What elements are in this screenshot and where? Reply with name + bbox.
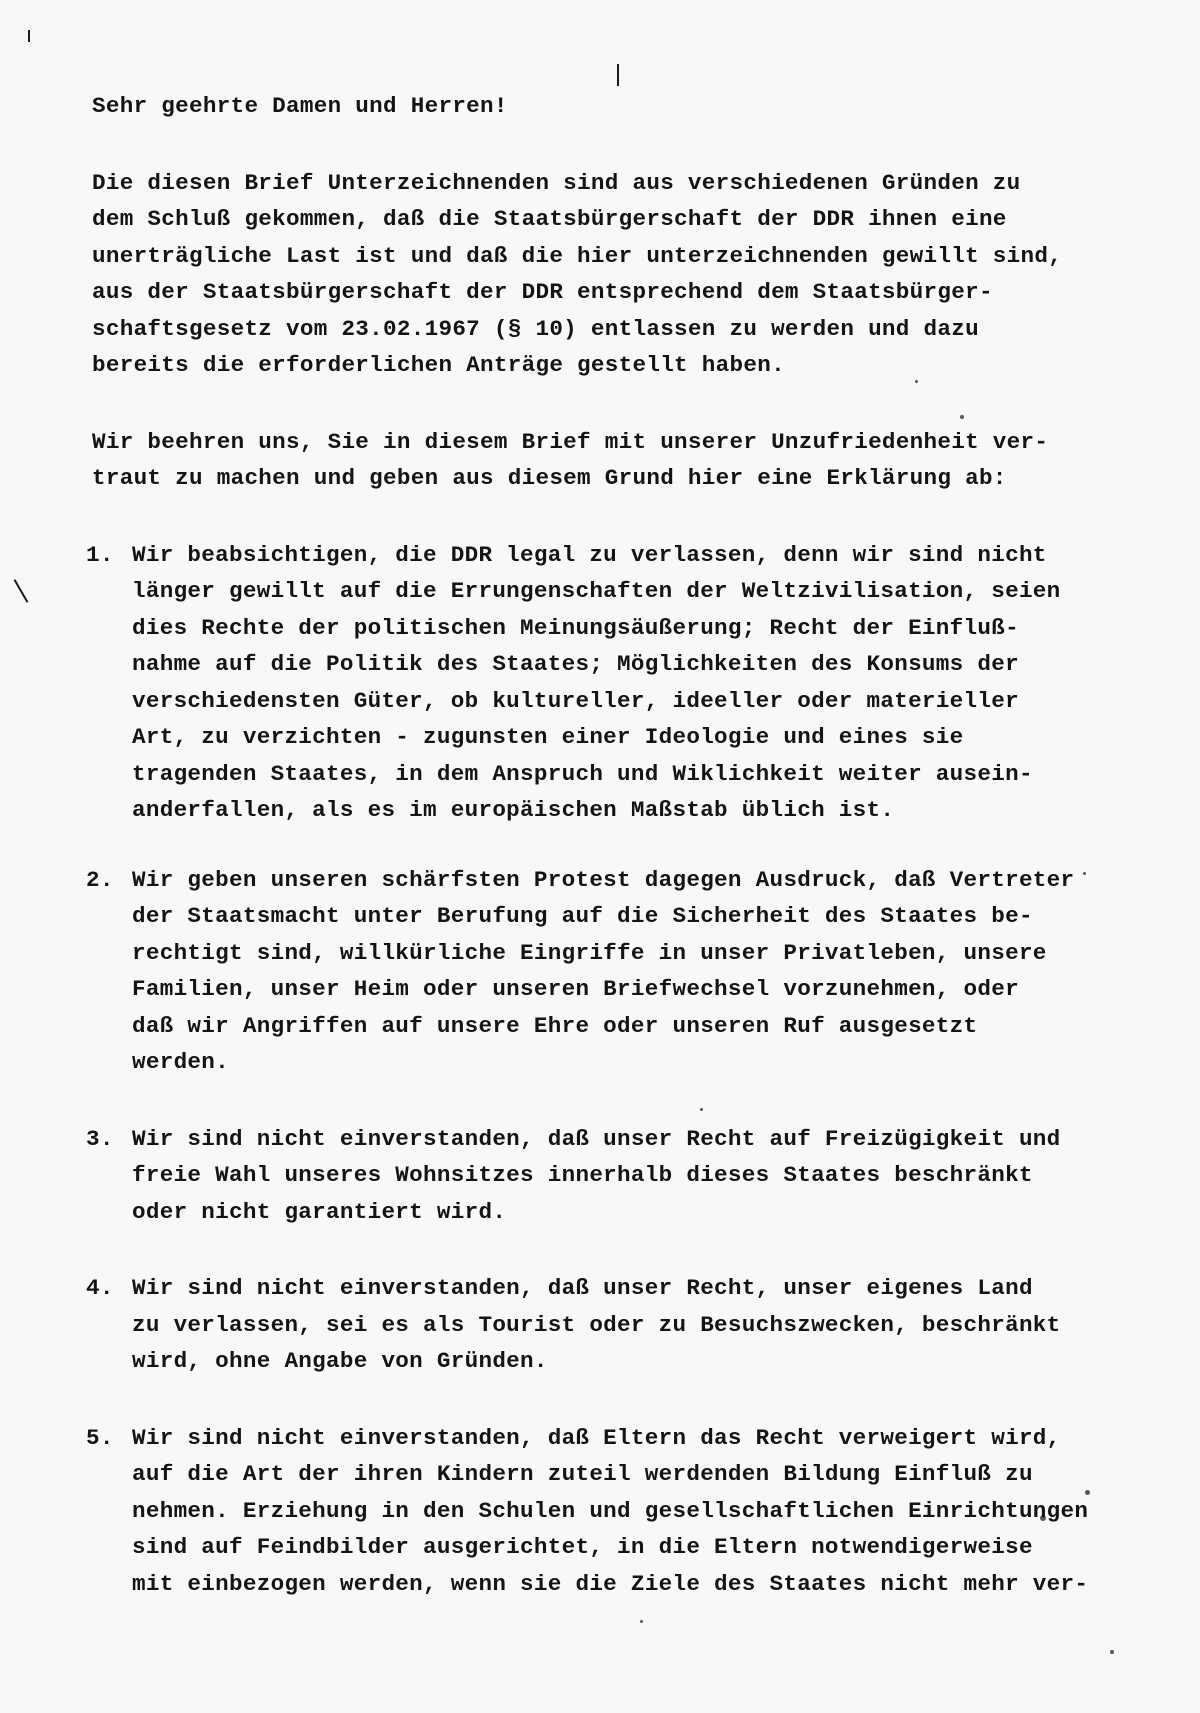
point-number: 1. bbox=[86, 541, 114, 568]
point-line: nahme auf die Politik des Staates; Möglichkeiten des Konsums der bbox=[132, 651, 1019, 677]
list-item-point-3 bbox=[86, 1121, 1137, 1231]
point-line: freie Wahl unseres Wohnsitzes innerhalb dieses Staates beschränkt bbox=[132, 1162, 1033, 1188]
point-line: anderfallen, als es im europäischen Maßstab üblich ist. bbox=[132, 797, 895, 823]
list-item-point-1 bbox=[86, 537, 1137, 829]
point-line: nehmen. Erziehung in den Schulen und gesellschaftlichen Einrichtungen bbox=[132, 1497, 1089, 1524]
point-line: mit einbezogen werden, wenn sie die Ziele des Staates nicht mehr ver- bbox=[132, 1570, 1089, 1597]
point-line: länger gewillt auf die Errungenschaften der Weltzivilisation, seien bbox=[132, 578, 1061, 604]
list-item-point-2 bbox=[86, 862, 1137, 1081]
point-line: zu verlassen, sei es als Tourist oder zu Besuchszwecken, beschränkt bbox=[132, 1311, 1061, 1338]
point-line: Wir sind nicht einverstanden, daß Eltern das Recht verweigert wird, bbox=[132, 1424, 1061, 1451]
scan-speck bbox=[1110, 1650, 1114, 1654]
point-number: 3. bbox=[86, 1125, 114, 1152]
point-line: der Staatsmacht unter Berufung auf die Sicherheit des Staates be- bbox=[132, 903, 1033, 929]
point-line: Wir sind nicht einverstanden, daß unser Recht, unser eigenes Land bbox=[132, 1275, 1033, 1301]
declaration-line: traut zu machen und geben aus diesem Grund hier eine Erklärung ab: bbox=[92, 465, 1007, 491]
scan-mark bbox=[617, 64, 619, 86]
point-line: rechtigt sind, willkürliche Eingriffe in unser Privatleben, unsere bbox=[132, 939, 1047, 966]
scan-mark bbox=[28, 30, 30, 42]
scan-mark bbox=[14, 579, 29, 603]
intro-paragraph bbox=[92, 165, 1137, 384]
intro-line: aus der Staatsbürgerschaft der DDR entsprechend dem Staatsbürger- bbox=[92, 279, 993, 305]
intro-line: bereits die erforderlichen Anträge gestellt haben. bbox=[92, 352, 785, 378]
letter-body bbox=[86, 88, 1137, 1602]
intro-line: dem Schluß gekommen, daß die Staatsbürgerschaft der DDR ihnen eine bbox=[92, 206, 1007, 232]
point-line: wird, ohne Angabe von Gründen. bbox=[132, 1348, 548, 1374]
intro-line: unerträgliche Last ist und daß die hier unterzeichnenden gewillt sind, bbox=[92, 242, 1063, 269]
scan-speck bbox=[640, 1620, 643, 1623]
point-line: sind auf Feindbilder ausgerichtet, in die Eltern notwendigerweise bbox=[132, 1534, 1033, 1560]
salutation: Sehr geehrte Damen und Herren! bbox=[92, 93, 508, 119]
point-line: Art, zu verzichten - zugunsten einer Ideologie und eines sie bbox=[132, 724, 964, 750]
declaration-line: Wir beehren uns, Sie in diesem Brief mit unserer Unzufriedenheit ver- bbox=[92, 428, 1049, 455]
point-line: dies Rechte der politischen Meinungsäußerung; Recht der Einfluß- bbox=[132, 614, 1019, 641]
point-number: 4. bbox=[86, 1275, 114, 1301]
point-number: 5. bbox=[86, 1424, 114, 1451]
point-line: daß wir Angriffen auf unsere Ehre oder unseren Ruf ausgesetzt bbox=[132, 1012, 978, 1039]
declaration-paragraph bbox=[92, 424, 1137, 497]
intro-line: Die diesen Brief Unterzeichnenden sind aus verschiedenen Gründen zu bbox=[92, 169, 1021, 196]
point-line: auf die Art der ihren Kindern zuteil werdenden Bildung Einfluß zu bbox=[132, 1461, 1033, 1487]
point-number: 2. bbox=[86, 866, 114, 893]
point-line: Familien, unser Heim oder unseren Briefwechsel vorzunehmen, oder bbox=[132, 976, 1019, 1002]
point-line: Wir geben unseren schärfsten Protest dagegen Ausdruck, daß Vertreter bbox=[132, 866, 1075, 893]
intro-line: schaftsgesetz vom 23.02.1967 (§ 10) entlassen zu werden und dazu bbox=[92, 315, 979, 342]
list-item-point-4 bbox=[86, 1270, 1137, 1380]
point-line: Wir sind nicht einverstanden, daß unser Recht auf Freizügigkeit und bbox=[132, 1125, 1061, 1152]
point-line: werden. bbox=[132, 1049, 230, 1075]
point-line: tragenden Staates, in dem Anspruch und Wiklichkeit weiter ausein- bbox=[132, 760, 1033, 787]
point-line: oder nicht garantiert wird. bbox=[132, 1198, 507, 1225]
point-line: verschiedensten Güter, ob kultureller, ideeller oder materieller bbox=[132, 687, 1019, 714]
point-line: Wir beabsichtigen, die DDR legal zu verlassen, denn wir sind nicht bbox=[132, 541, 1047, 568]
list-item-point-5 bbox=[86, 1420, 1137, 1603]
